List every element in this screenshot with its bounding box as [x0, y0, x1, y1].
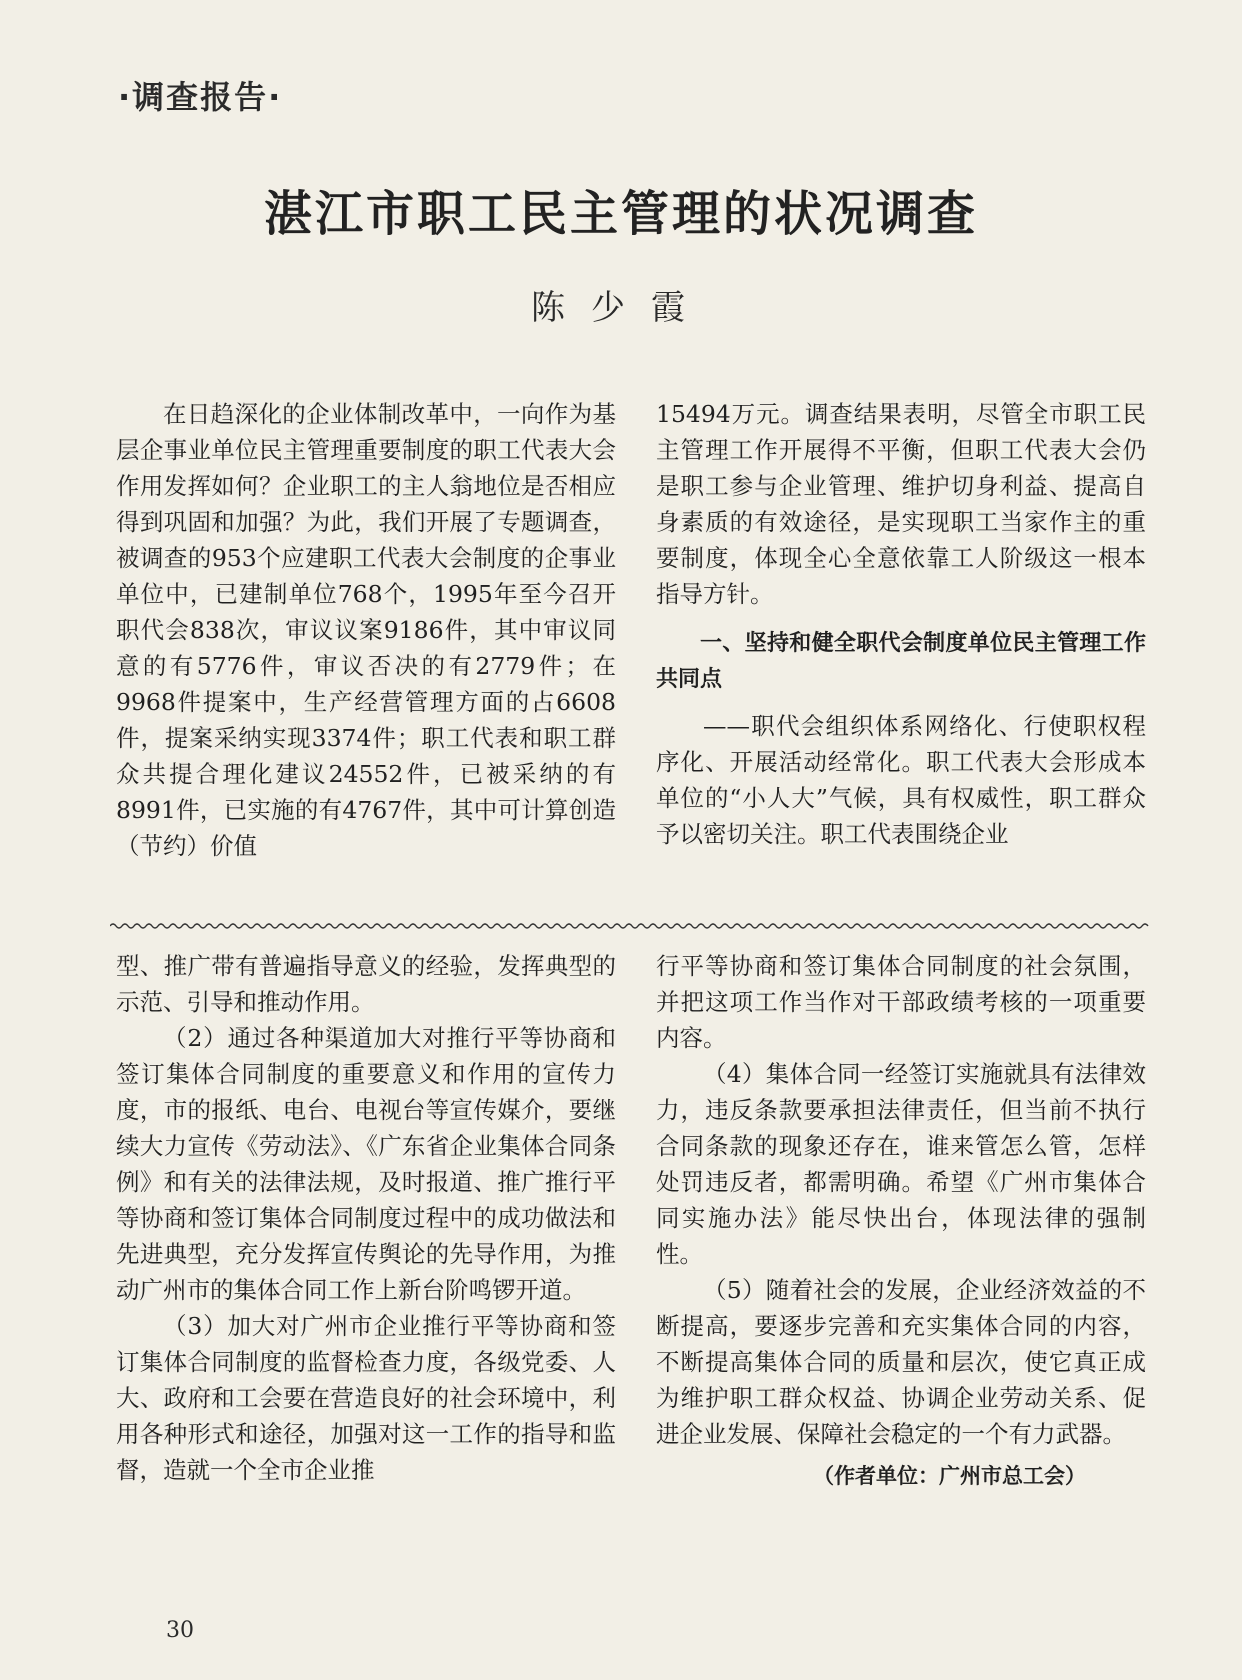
column-tag: ·调查报告·	[118, 78, 283, 116]
continued-paragraph: 型、推广带有普遍指导意义的经验，发挥典型的示范、引导和推动作用。	[116, 952, 616, 1016]
body-paragraph: （5）随着社会的发展，企业经济效益的不断提高，要逐步完善和充实集体合同的内容，不断提高集体合同的质量和层次，使它真正成为维护职工群众权益、协调企业劳动关系、促进企业发展、保障社会稳定的一个有力武器。	[656, 1276, 1146, 1448]
body-paragraph: 在日趋深化的企业体制改革中，一向作为基层企事业单位民主管理重要制度的职工代表大会作用发挥如何？企业职工的主人翁地位是否相应得到巩固和加强？为此，我们开展了专题调查，被调查的953个应建职工代表大会制度的企事业单位中，已建制单位768个，1995年至今召开职代会838次，审议议案9186件，其中审议同意的有5776件，审议否决的有2779件；在9968件提案中，生产经营管理方面的占6608件，提案采纳实现3374件；职工代表和职工群众共提合理化建议24552件，已被采纳的有8991件，已实施的有4767件，其中可计算创造（节约）价值	[116, 400, 616, 860]
continued-paragraph: 行平等协商和签订集体合同制度的社会氛围，并把这项工作当作对干部政绩考核的一项重要内容。	[656, 952, 1146, 1052]
column-top-left	[116, 396, 616, 864]
column-top-right	[656, 396, 1146, 852]
author-affiliation: （作者单位：广州市总工会）	[813, 1464, 1086, 1488]
column-bottom-left	[116, 948, 616, 1488]
column-bottom-right	[656, 948, 1146, 1494]
page-number: 30	[166, 1618, 194, 1643]
article-author: 陈少霞	[531, 288, 711, 328]
body-paragraph: ——职代会组织体系网络化、行使职权程序化、开展活动经常化。职工代表大会形成本单位的“小人大”气候，具有权威性，职工群众予以密切关注。职工代表围绕企业	[656, 712, 1146, 848]
body-paragraph: （4）集体合同一经签订实施就具有法律效力，违反条款要承担法律责任，但当前不执行合同条款的现象还存在，谁来管怎么管，怎样处罚违反者，都需明确。希望《广州市集体合同实施办法》能尽快出台，体现法律的强制性。	[656, 1060, 1146, 1268]
article-title: 湛江市职工民主管理的状况调查	[263, 186, 978, 242]
body-paragraph: （3）加大对广州市企业推行平等协商和签订集体合同制度的监督检查力度，各级党委、人大、政府和工会要在营造良好的社会环境中，利用各种形式和途径，加强对这一工作的指导和监督，造就一个全市企业推	[116, 1312, 616, 1484]
wavy-divider	[110, 922, 1150, 930]
continued-paragraph: 15494万元。调查结果表明，尽管全市职工民主管理工作开展得不平衡，但职工代表大会仍是职工参与企业管理、维护切身利益、提高自身素质的有效途径，是实现职工当家作主的重要制度，体现全心全意依靠工人阶级这一根本指导方针。	[656, 400, 1146, 608]
body-paragraph: （2）通过各种渠道加大对推行平等协商和签订集体合同制度的重要意义和作用的宣传力度，市的报纸、电台、电视台等宣传媒介，要继续大力宣传《劳动法》、《广东省企业集体合同条例》和有关的法律法规，及时报道、推广推行平等协商和签订集体合同制度过程中的成功做法和先进典型，充分发挥宣传舆论的先导作用，为推动广州市的集体合同工作上新台阶鸣锣开道。	[116, 1024, 616, 1304]
section-heading: 一、坚持和健全职代会制度单位民主管理工作共同点	[656, 631, 1146, 692]
